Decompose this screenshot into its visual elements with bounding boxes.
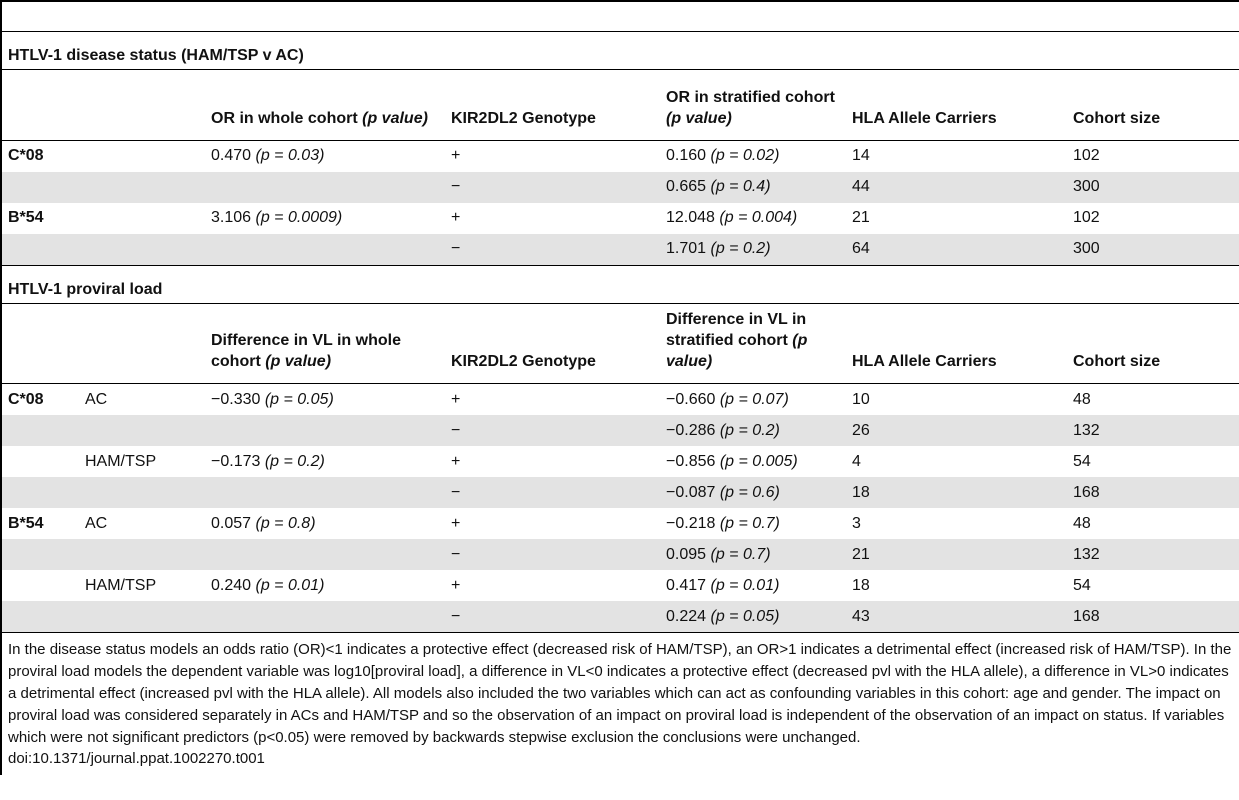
stratified-cohort-cell: [666, 539, 852, 570]
p-value-text: (p = 0.02): [710, 147, 780, 164]
header-carriers: HLA Allele Carriers: [852, 109, 997, 127]
header-genotype: KIR2DL2 Genotype: [451, 353, 596, 370]
cohort-size-cell: 132: [1073, 415, 1239, 446]
disease-status-table: [2, 70, 1239, 266]
table-row: [2, 446, 1239, 477]
value-text: 3.106: [211, 209, 252, 226]
genotype-cell: +: [451, 452, 461, 470]
whole-cohort-cell: [211, 415, 451, 446]
value-text: −0.856: [666, 452, 716, 470]
allele-cell: [2, 539, 85, 570]
cohort-size-cell: 168: [1073, 477, 1239, 508]
p-value-text: (p = 0.2): [719, 421, 780, 439]
stratified-cohort-cell: [666, 477, 852, 508]
header-cohort-size: Cohort size: [1073, 353, 1161, 370]
allele-cell: B*54: [8, 209, 44, 226]
header-vl-whole: Difference in VL in whole cohort (p value): [211, 332, 401, 370]
p-value-text: (p = 0.2): [264, 452, 325, 470]
carriers-cell: 21: [852, 539, 1073, 570]
status-cell: AC: [85, 390, 108, 408]
value-text: 0.240: [211, 576, 252, 594]
carriers-cell: 26: [852, 415, 1073, 446]
genotype-cell: +: [451, 147, 461, 164]
status-cell: [85, 140, 211, 172]
table-header-row: [2, 304, 1239, 384]
status-cell: [85, 234, 211, 266]
cohort-size-cell: 102: [1073, 209, 1100, 226]
status-cell: AC: [85, 514, 108, 532]
allele-cell: C*08: [8, 147, 44, 164]
header-cohort-size: Cohort size: [1073, 109, 1161, 127]
genotype-cell: −: [451, 234, 666, 266]
p-value-text: (p = 0.01): [255, 576, 325, 594]
header-empty: [2, 304, 85, 384]
header-or-stratified: OR in stratified cohort (p value): [666, 88, 835, 127]
doi-link[interactable]: doi:10.1371/journal.ppat.1002270.t001: [8, 750, 265, 767]
allele-cell: [2, 477, 85, 508]
value-text: −0.330: [211, 390, 261, 408]
status-cell: [85, 601, 211, 633]
table-top-band: [2, 0, 1239, 32]
status-cell: [85, 415, 211, 446]
allele-cell: [2, 415, 85, 446]
p-value-text: (p = 0.004): [719, 209, 798, 226]
table-row: [2, 140, 1239, 172]
p-value-text: (p = 0.7): [719, 514, 780, 532]
value-text: 1.701: [666, 240, 707, 257]
value-text: −0.218: [666, 514, 716, 532]
cohort-size-cell: 102: [1073, 147, 1100, 164]
genotype-cell: −: [451, 415, 666, 446]
whole-cohort-cell: [211, 570, 451, 601]
cohort-size-cell: 300: [1073, 234, 1239, 266]
stratified-cohort-cell: [666, 203, 852, 234]
proviral-load-table: [2, 304, 1239, 634]
p-value-text: (p = 0.2): [710, 240, 771, 257]
carriers-cell: 64: [852, 234, 1073, 266]
carriers-cell: 3: [852, 514, 861, 532]
genotype-cell: −: [451, 172, 666, 203]
section-title-proviral-load: HTLV-1 proviral load: [2, 266, 1239, 304]
table-row: [2, 570, 1239, 601]
table-row: [2, 203, 1239, 234]
p-value-text: (p = 0.07): [719, 390, 789, 408]
status-cell: HAM/TSP: [85, 576, 157, 594]
cohort-size-cell: 48: [1073, 514, 1091, 532]
stratified-cohort-cell: [666, 415, 852, 446]
cohort-size-cell: 54: [1073, 576, 1091, 594]
p-value-text: (p = 0.0009): [255, 209, 343, 226]
table-row: [2, 477, 1239, 508]
header-vl-stratified: Difference in VL in stratified cohort (p value): [666, 311, 808, 370]
allele-cell: [2, 601, 85, 633]
table-row: [2, 508, 1239, 539]
carriers-cell: 43: [852, 601, 1073, 633]
table-row: [2, 415, 1239, 446]
stratified-cohort-cell: [666, 172, 852, 203]
table-row: [2, 172, 1239, 203]
cohort-size-cell: 48: [1073, 390, 1091, 408]
genotype-cell: −: [451, 477, 666, 508]
stratified-cohort-cell: [666, 384, 852, 416]
table-footnote: In the disease status models an odds ratio (OR)<1 indicates a protective effect (decreased risk of HAM/TSP), an OR>1 indicates a detrimental effect (increased risk of HAM/TSP). In the proviral load models the dependent variable was log10[proviral load], a difference in VL<0 indicates a protective effect (decreased pvl with the HLA allele), a difference in VL>0 indicates a detrimental effect (increased pvl with the HLA allele). All models also included the two variables which can act as confounding variables in this cohort: age and gender. The impact on proviral load was considered separately in ACs and HAM/TSP and so the observation of an impact on proviral load is independent of the observation of an impact on status. If variables which were not significant predictors (p<0.05) were removed by backwards stepwise exclusion the conclusions were unchanged.: [8, 641, 1232, 746]
genotype-cell: +: [451, 209, 461, 226]
whole-cohort-cell: [211, 508, 451, 539]
value-text: −0.087: [666, 483, 716, 501]
value-text: 0.160: [666, 147, 707, 164]
whole-cohort-cell: [211, 140, 451, 172]
value-text: 0.665: [666, 178, 707, 195]
status-cell: [85, 203, 211, 234]
table-header-row: [2, 70, 1239, 140]
allele-cell: B*54: [8, 514, 44, 532]
allele-cell: [2, 446, 85, 477]
value-text: −0.660: [666, 390, 716, 408]
carriers-cell: 14: [852, 147, 870, 164]
table-row: [2, 384, 1239, 416]
header-empty: [85, 304, 211, 384]
p-value-text: (p = 0.005): [719, 452, 798, 470]
p-value-text: (p = 0.7): [710, 545, 771, 563]
genotype-cell: −: [451, 539, 666, 570]
allele-cell: [2, 172, 85, 203]
allele-cell: [2, 570, 85, 601]
stratified-cohort-cell: [666, 601, 852, 633]
value-text: 0.470: [211, 147, 252, 164]
carriers-cell: 21: [852, 209, 870, 226]
whole-cohort-cell: [211, 601, 451, 633]
table-row: [2, 234, 1239, 266]
carriers-cell: 18: [852, 477, 1073, 508]
whole-cohort-cell: [211, 384, 451, 416]
value-text: 12.048: [666, 209, 715, 226]
stratified-cohort-cell: [666, 446, 852, 477]
whole-cohort-cell: [211, 477, 451, 508]
cohort-size-cell: 132: [1073, 539, 1239, 570]
p-value-text: (p = 0.01): [710, 576, 780, 594]
p-value-text: (p = 0.8): [255, 514, 316, 532]
whole-cohort-cell: [211, 203, 451, 234]
p-value-text: (p = 0.03): [255, 147, 325, 164]
table-page: [2, 0, 1239, 769]
cohort-size-cell: 168: [1073, 601, 1239, 633]
p-value-text: (p = 0.05): [710, 607, 780, 625]
carriers-cell: 4: [852, 452, 861, 470]
status-cell: [85, 172, 211, 203]
value-text: 0.057: [211, 514, 252, 532]
header-or-whole: OR in whole cohort (p value): [211, 109, 428, 127]
p-value-text: (p = 0.05): [264, 390, 334, 408]
whole-cohort-cell: [211, 446, 451, 477]
value-text: 0.095: [666, 545, 707, 563]
status-cell: [85, 477, 211, 508]
cohort-size-cell: 54: [1073, 452, 1091, 470]
table-row: [2, 601, 1239, 633]
stratified-cohort-cell: [666, 570, 852, 601]
status-cell: HAM/TSP: [85, 452, 157, 470]
header-genotype: KIR2DL2 Genotype: [451, 109, 596, 127]
stratified-cohort-cell: [666, 508, 852, 539]
genotype-cell: +: [451, 514, 461, 532]
value-text: −0.173: [211, 452, 261, 470]
p-value-text: (p = 0.4): [710, 178, 771, 195]
genotype-cell: −: [451, 601, 666, 633]
whole-cohort-cell: [211, 234, 451, 266]
whole-cohort-cell: [211, 172, 451, 203]
allele-cell: C*08: [8, 390, 44, 408]
stratified-cohort-cell: [666, 234, 852, 266]
carriers-cell: 18: [852, 576, 870, 594]
p-value-text: (p = 0.6): [719, 483, 780, 501]
cohort-size-cell: 300: [1073, 172, 1239, 203]
section-title-disease-status: HTLV-1 disease status (HAM/TSP v AC): [2, 32, 1239, 70]
stratified-cohort-cell: [666, 140, 852, 172]
genotype-cell: +: [451, 390, 461, 408]
value-text: 0.417: [666, 576, 707, 594]
carriers-cell: 10: [852, 390, 870, 408]
table-row: [2, 539, 1239, 570]
allele-cell: [2, 234, 85, 266]
value-text: 0.224: [666, 607, 707, 625]
carriers-cell: 44: [852, 172, 1073, 203]
header-carriers: HLA Allele Carriers: [852, 353, 997, 370]
header-empty: [2, 70, 85, 140]
value-text: −0.286: [666, 421, 716, 439]
whole-cohort-cell: [211, 539, 451, 570]
genotype-cell: +: [451, 576, 461, 594]
status-cell: [85, 539, 211, 570]
header-empty: [85, 70, 211, 140]
